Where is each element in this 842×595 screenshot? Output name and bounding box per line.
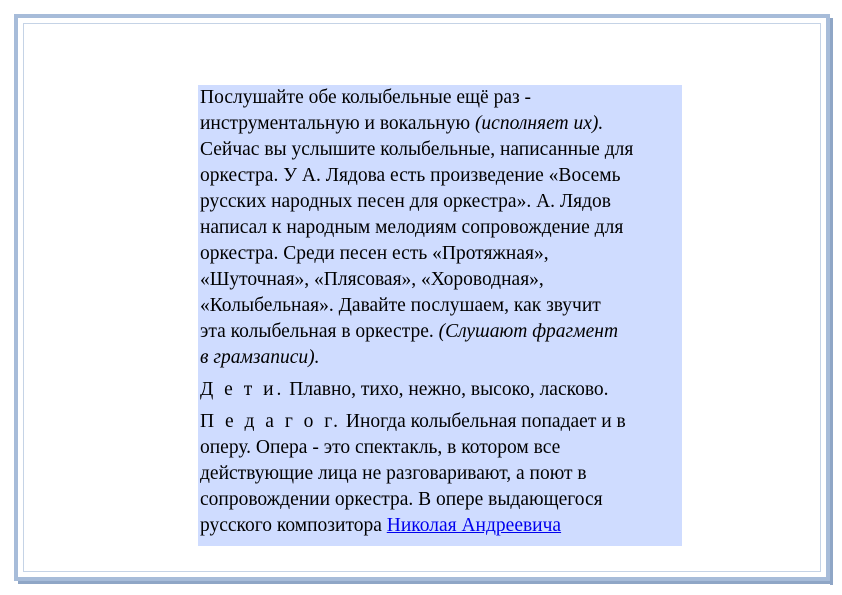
- speaker-label: П е д а г о г.: [200, 411, 341, 432]
- text-line: сопровождении оркестра. В опере выдающегося: [200, 489, 603, 510]
- text-line: написал к народным мелодиям сопровождение для: [200, 217, 624, 238]
- paragraph-teacher-intro: [200, 85, 680, 371]
- text-line: «Шуточная», «Плясовая», «Хороводная»,: [200, 269, 544, 290]
- text-line: оперу. Опера - это спектакль, в котором все: [200, 437, 561, 458]
- text-line: русского композитора: [200, 515, 387, 536]
- text-block: [198, 85, 682, 546]
- text-line: «Колыбельная». Давайте послушаем, как звучит: [200, 295, 601, 316]
- stage-direction: (Слушают фрагмент: [438, 321, 619, 342]
- text-line: Плавно, тихо, нежно, высоко, ласково.: [284, 379, 609, 400]
- stage-direction: (исполняет их).: [474, 113, 604, 134]
- paragraph-teacher-opera: [200, 409, 680, 539]
- text-line: Послушайте обе колыбельные ещё раз -: [200, 87, 532, 108]
- paragraph-children-answer: [200, 377, 680, 403]
- text-line: инструментальную и вокальную: [200, 113, 475, 134]
- speaker-label: Д е т и.: [200, 379, 285, 400]
- composer-link[interactable]: Николая Андреевича: [386, 515, 562, 536]
- text-line: Иногда колыбельная попадает и в: [341, 411, 626, 432]
- text-line: оркестра. Среди песен есть «Протяжная»,: [200, 243, 549, 264]
- stage-direction: в грамзаписи).: [200, 347, 320, 368]
- text-line: действующие лица не разговаривают, а поют в: [200, 463, 587, 484]
- frame-shadow-right: [830, 18, 833, 585]
- text-line: оркестра. У А. Лядова есть произведение «Восемь: [200, 165, 621, 186]
- frame-shadow-bottom: [18, 581, 833, 584]
- text-line: русских народных песен для оркестра». А. Лядов: [200, 191, 611, 212]
- text-line: эта колыбельная в оркестре.: [200, 321, 439, 342]
- text-line: Сейчас вы услышите колыбельные, написанные для: [200, 139, 634, 160]
